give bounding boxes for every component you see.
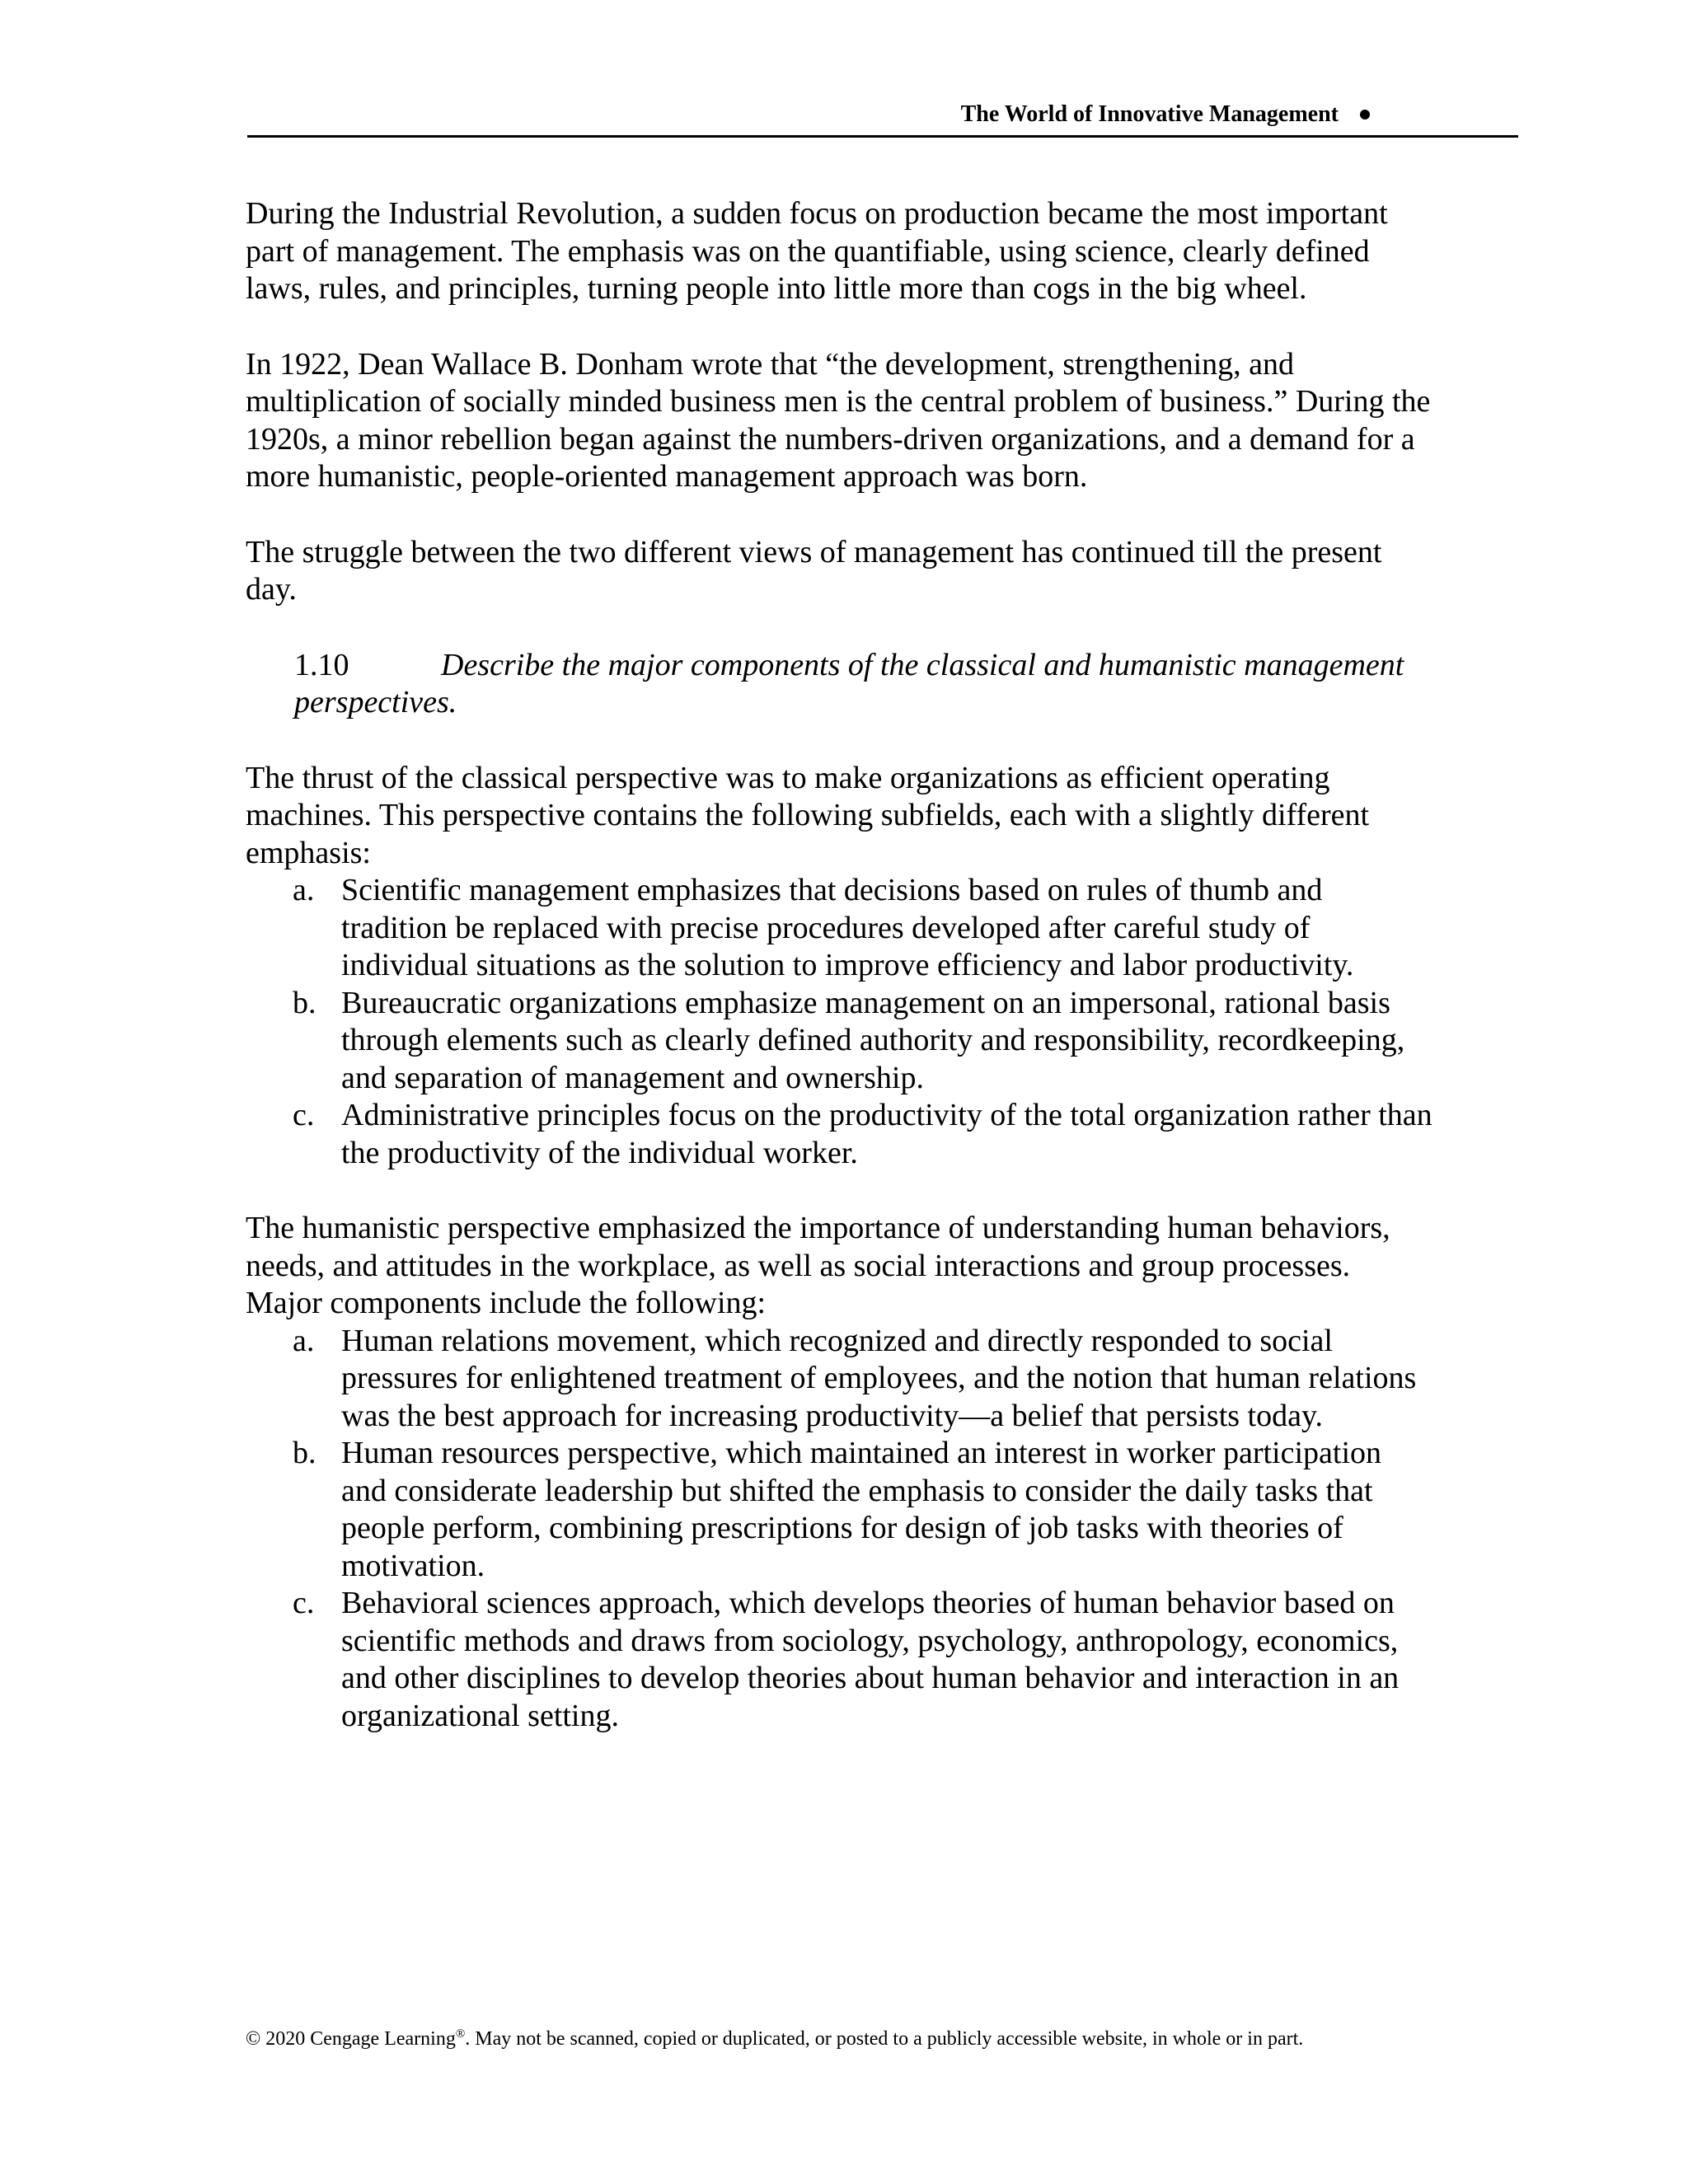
humanistic-intro: The humanistic perspective emphasized the importance of understanding human behaviors, needs, and attitudes in the workplace, as well as social interactions and group processes. Major components include the following: [246, 1211, 1390, 1320]
bullet-icon [1360, 110, 1370, 120]
list-item-text: Scientific management emphasizes that decisions based on rules of thumb and tradition be replaced with precise procedures developed after careful study of individual situations as the solution to improve efficiency and labor productivity. [341, 873, 1354, 982]
learning-objective [294, 647, 1432, 722]
paragraph-donham: In 1922, Dean Wallace B. Donham wrote that “the development, strengthening, and multiplication of socially minded business men is the central problem of business.” During the 1920s, a minor rebellion began against the numbers-driven organizations, and a demand for a more humanistic, people-oriented management approach was born. [246, 346, 1431, 494]
copyright-prefix: © 2020 Cengage Learning [246, 2028, 456, 2050]
paragraph-industrial-revolution: During the Industrial Revolution, a sudden focus on production became the most important part of management. The emphasis was on the quantifiable, using science, clearly defined laws, rules, and principles, turning people into little more than cogs in the big wheel. [246, 196, 1388, 306]
list-item [246, 872, 1432, 985]
copyright-footer [246, 2027, 1531, 2051]
list-item-text: Administrative principles focus on the productivity of the total organization rather than the productivity of the individual worker. [341, 1098, 1432, 1170]
list-marker: b. [293, 985, 316, 1020]
humanistic-list [246, 1323, 1432, 1736]
page-body [246, 195, 1432, 1773]
list-item [246, 1097, 1432, 1172]
list-marker: a. [293, 1323, 315, 1358]
registered-mark: ® [455, 2027, 466, 2041]
list-item [246, 1323, 1432, 1436]
list-marker: c. [293, 1098, 315, 1132]
list-item [246, 1435, 1432, 1585]
objective-number: 1.10 [294, 647, 349, 682]
list-item [246, 1585, 1432, 1735]
list-item-text: Human relations movement, which recognized and directly responded to social pressures for enlightened treatment of employees, and the notion that human relations was the best approach for increasing productivity—a belief that persists today. [341, 1323, 1417, 1433]
running-header [247, 96, 1518, 138]
list-marker: b. [293, 1436, 316, 1470]
classical-list [246, 872, 1432, 1172]
list-item-text: Bureaucratic organizations emphasize management on an impersonal, rational basis through elements such as clearly defined authority and responsibility, recordkeeping, and separation of management and ownership. [341, 985, 1405, 1095]
paragraph-struggle: The struggle between the two different views of management has continued till the present day. [246, 534, 1382, 607]
objective-text: Describe the major components of the classical and humanistic management perspectives. [294, 647, 1404, 719]
list-item-text: Human resources perspective, which maintained an interest in worker participation and considerate leadership but shifted the emphasis to consider the daily tasks that people perform, combining prescriptions for design of job tasks with theories of motivation. [341, 1436, 1381, 1583]
header-title: The World of Innovative Management [960, 101, 1339, 127]
classical-intro: The thrust of the classical perspective was to make organizations as efficient operating machines. This perspective contains the following subfields, each with a slightly different emphasis: [246, 760, 1370, 870]
list-marker: a. [293, 873, 315, 907]
copyright-suffix: . May not be scanned, copied or duplicated, or posted to a publicly accessible website, in whole or in part. [465, 2028, 1304, 2050]
list-marker: c. [293, 1586, 315, 1620]
list-item [246, 985, 1432, 1098]
list-item-text: Behavioral sciences approach, which develops theories of human behavior based on scientific methods and draws from sociology, psychology, anthropology, economics, and other disciplines to develop theories about human behavior and interaction in an organizational setting. [341, 1586, 1400, 1733]
